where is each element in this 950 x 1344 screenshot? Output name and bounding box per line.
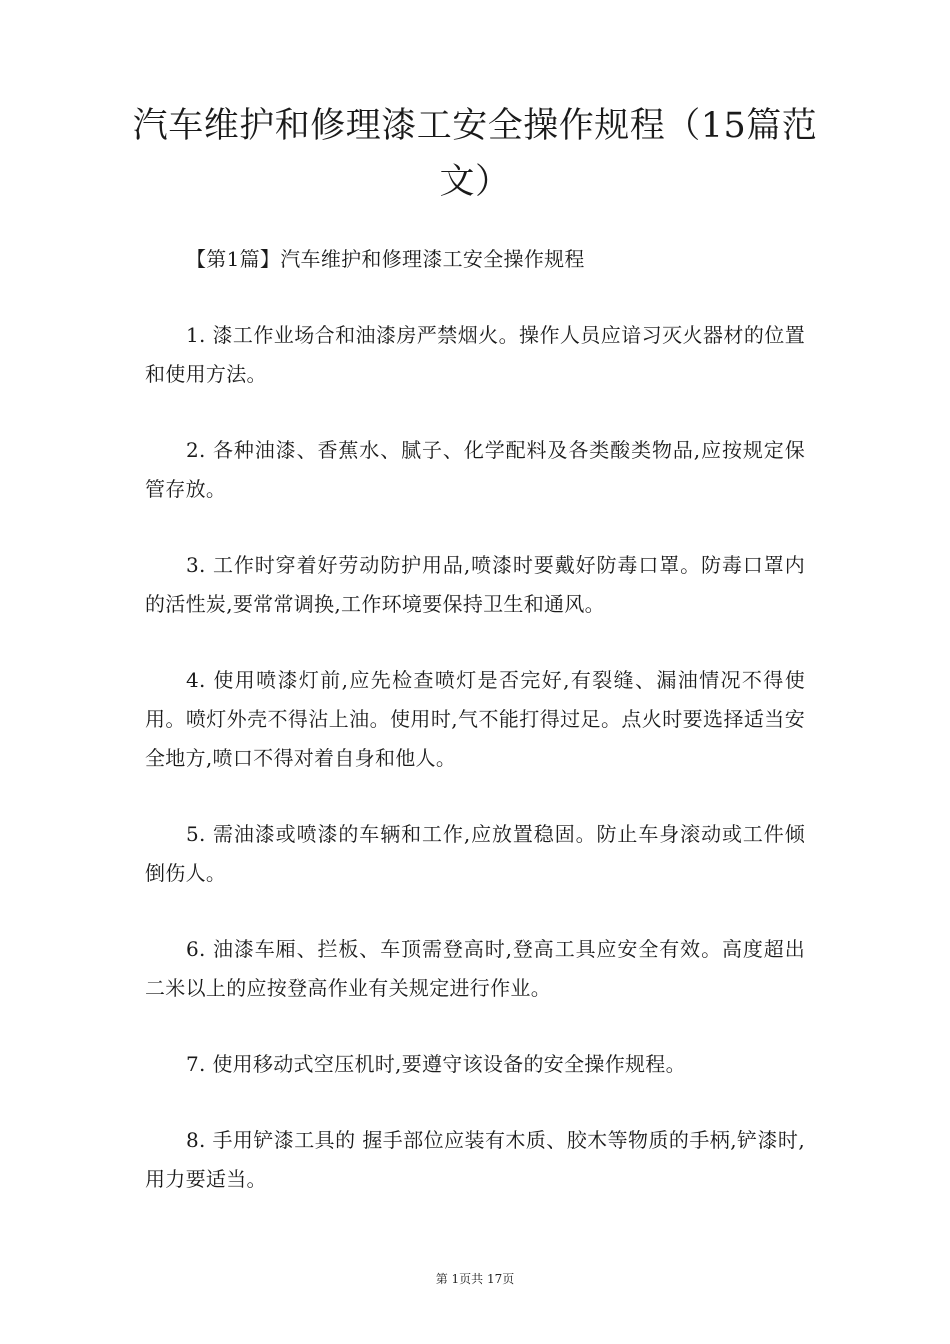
rule-item-4: 4. 使用喷漆灯前,应先检查喷灯是否完好,有裂缝、漏油情况不得使用。喷灯外壳不得沾上油。使用时,气不能打得过足。点火时要选择适当安全地方,喷口不得对着自身和他人。	[145, 668, 805, 770]
rule-item-7: 7. 使用移动式空压机时,要遵守该设备的安全操作规程。	[186, 1052, 686, 1076]
rule-item-3: 3. 工作时穿着好劳动防护用品,喷漆时要戴好防毒口罩。防毒口罩内的活性炭,要常常调换,工作环境要保持卫生和通风。	[145, 553, 805, 616]
document-body	[145, 240, 805, 1236]
rule-item-8: 8. 手用铲漆工具的 握手部位应装有木质、胶木等物质的手柄,铲漆时,用力要适当。	[145, 1128, 805, 1191]
page-number-footer: 第 1页共 17页	[435, 1272, 515, 1286]
rule-item-1: 1. 漆工作业场合和油漆房严禁烟火。操作人员应谙习灭火器材的位置和使用方法。	[145, 323, 805, 386]
document-title: 汽车维护和修理漆工安全操作规程（15篇范文）	[132, 106, 818, 202]
rule-item-5: 5. 需油漆或喷漆的车辆和工作,应放置稳固。防止车身滚动或工件倾倒伤人。	[145, 822, 805, 885]
rule-item-6: 6. 油漆车厢、拦板、车顶需登高时,登高工具应安全有效。高度超出二米以上的应按登高作业有关规定进行作业。	[145, 937, 805, 1000]
rule-item-2: 2. 各种油漆、香蕉水、腻子、化学配料及各类酸类物品,应按规定保管存放。	[145, 438, 805, 501]
section-heading: 【第1篇】汽车维护和修理漆工安全操作规程	[186, 247, 585, 271]
